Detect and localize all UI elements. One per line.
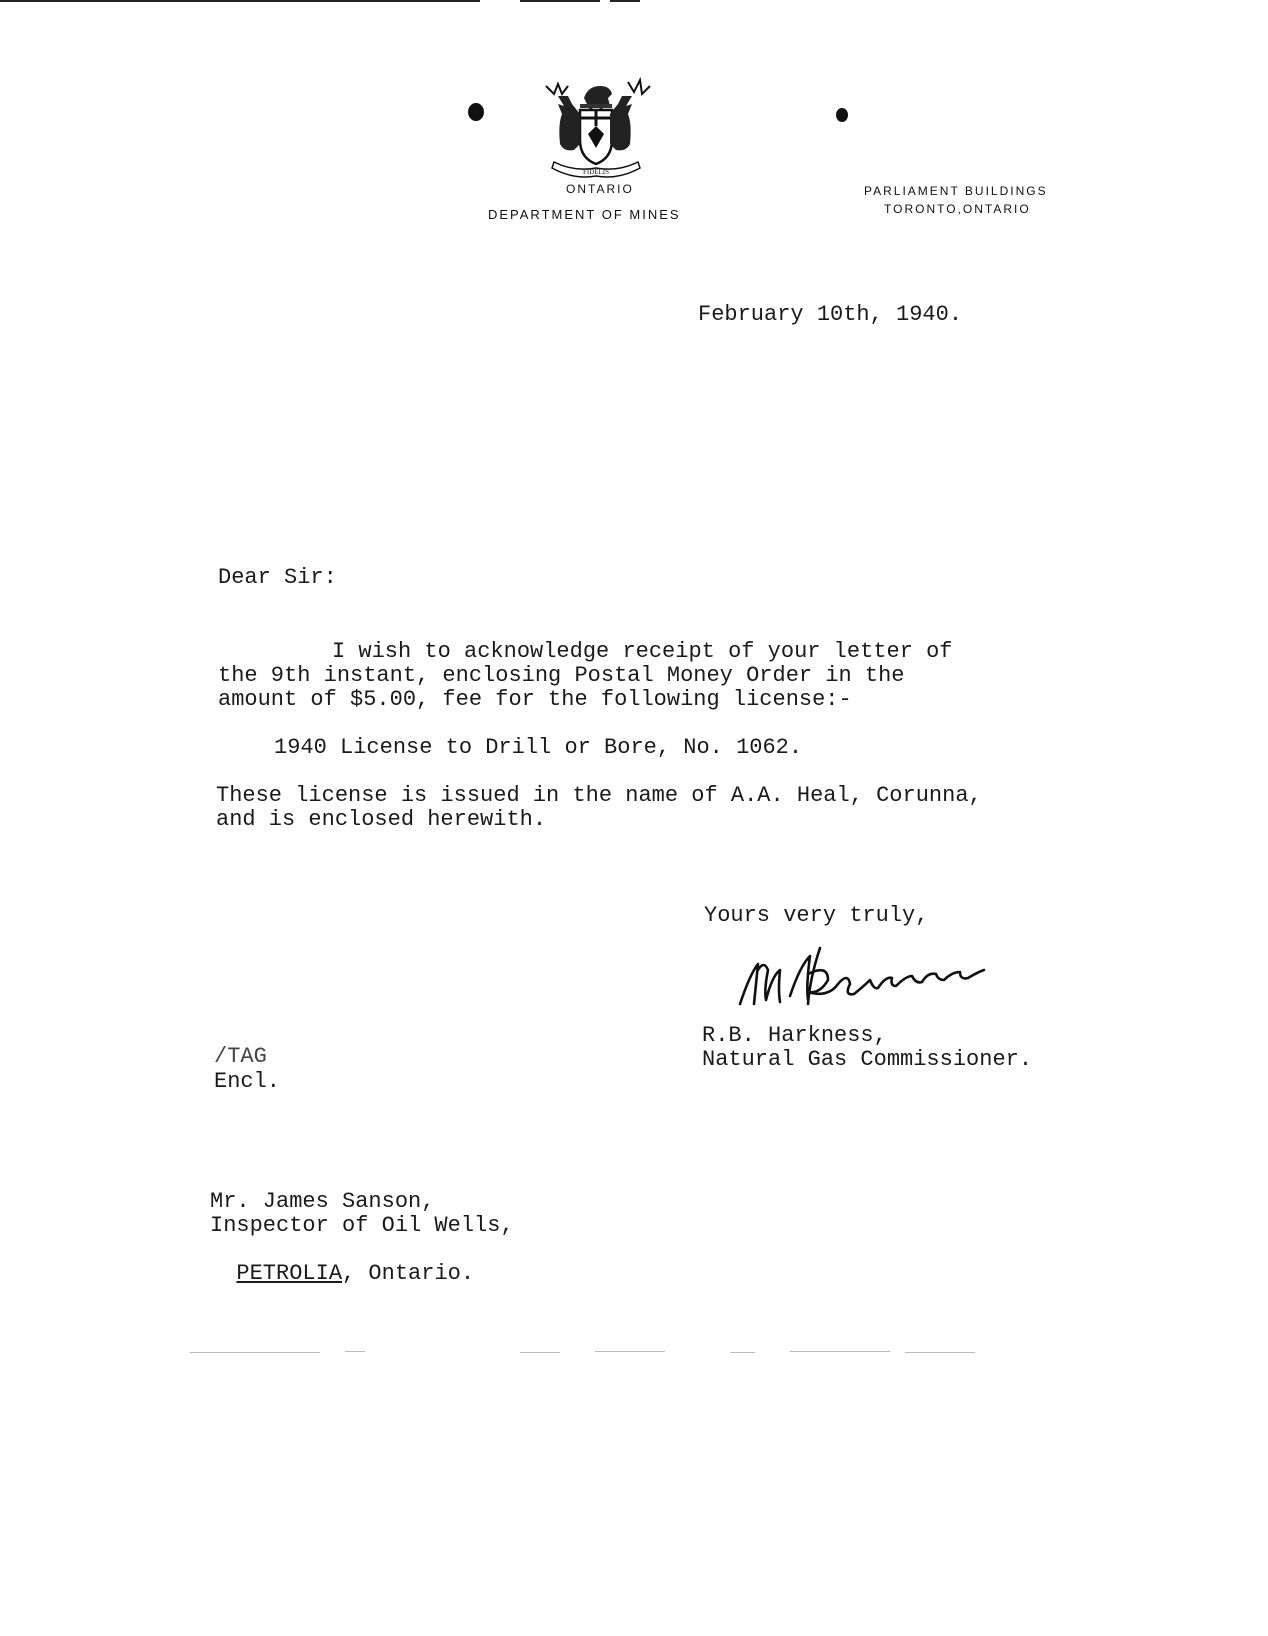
scan-artifact-line <box>190 1352 320 1353</box>
scan-artifact-line <box>730 1352 755 1353</box>
signer-title: Natural Gas Commissioner. <box>702 1047 1033 1072</box>
scan-artifact-line <box>905 1352 975 1353</box>
ink-blot-right <box>836 108 848 122</box>
recipient-city: PETROLIA <box>236 1261 343 1286</box>
body-paragraph1-line1: I wish to acknowledge receipt of your letter of <box>332 639 953 664</box>
scan-artifact-line <box>790 1351 890 1352</box>
letterhead <box>0 0 1268 240</box>
enclosure-notation: Encl. <box>214 1069 281 1094</box>
body-paragraph1-line3: amount of $5.00, fee for the following license:- <box>218 687 852 712</box>
scan-artifact-line <box>345 1351 365 1352</box>
signer-name: R.B. Harkness, <box>702 1023 887 1048</box>
salutation: Dear Sir: <box>218 565 337 590</box>
scan-artifact-line <box>520 1352 560 1353</box>
body-paragraph2-line2: and is enclosed herewith. <box>216 807 547 832</box>
body-paragraph2-line1: These license is issued in the name of A.A. Heal, Corunna, <box>216 783 982 808</box>
recipient-title: Inspector of Oil Wells, <box>210 1213 514 1238</box>
body-paragraph1-line2: the 9th instant, enclosing Postal Money Order in the <box>218 663 905 688</box>
letter-date: February 10th, 1940. <box>698 302 963 327</box>
handwritten-signature <box>730 940 1040 1014</box>
ontario-coat-of-arms-icon <box>536 76 654 180</box>
letterhead-province: ONTARIO <box>566 182 634 196</box>
recipient-city-line <box>210 1238 474 1286</box>
recipient-province: , Ontario. <box>342 1261 475 1286</box>
recipient-name: Mr. James Sanson, <box>210 1189 435 1214</box>
scan-artifact-line <box>595 1351 665 1352</box>
letterhead-address-line2: TORONTO,ONTARIO <box>884 202 1031 216</box>
license-line: 1940 License to Drill or Bore, No. 1062. <box>274 735 803 760</box>
letterhead-department: DEPARTMENT OF MINES <box>488 207 681 222</box>
letterhead-address-line1: PARLIAMENT BUILDINGS <box>864 184 1048 198</box>
svg-text:FIDELIS: FIDELIS <box>582 168 610 176</box>
complimentary-close: Yours very truly, <box>704 903 929 928</box>
reference-initials: /TAG <box>214 1044 267 1069</box>
ink-blot-left <box>468 103 484 121</box>
